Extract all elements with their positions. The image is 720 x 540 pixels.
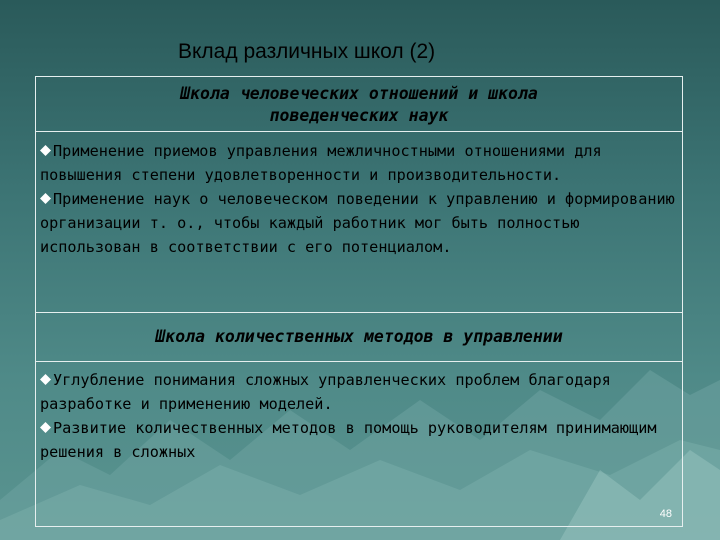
diamond-bullet-icon — [40, 145, 51, 156]
diamond-bullet-icon — [40, 374, 51, 385]
diamond-bullet-icon — [40, 422, 51, 433]
section-heading-human-relations: Школа человеческих отношений и школа поведенческих наук — [180, 84, 538, 125]
bullet-text: Применение приемов управления межличностными отношениями для повышения степени удовлетворенности и производительности. — [40, 142, 602, 184]
list-item — [40, 416, 680, 464]
slide-title: Вклад различных школ (2) — [178, 40, 436, 63]
divider — [35, 131, 683, 132]
section2-bullets — [40, 368, 680, 464]
divider — [35, 361, 683, 362]
diamond-bullet-icon — [40, 193, 51, 204]
bullet-text: Развитие количественных методов в помощь руководителям принимающим решения в сложных — [40, 419, 657, 461]
divider — [35, 312, 683, 313]
list-item — [40, 139, 680, 187]
section-heading-quantitative: Школа количественных методов в управлении — [155, 327, 563, 346]
bullet-text: Углубление понимания сложных управленческих проблем благодаря разработке и применению моделей. — [40, 371, 611, 413]
list-item — [40, 368, 680, 416]
list-item — [40, 187, 680, 259]
section1-bullets — [40, 139, 680, 259]
page-number: 48 — [659, 508, 672, 520]
bullet-text: Применение наук о человеческом поведении к управлению и формированию организации т. о., чтобы каждый работник мог быть полностью использован в соответствии с его потенциалом. — [40, 190, 675, 256]
